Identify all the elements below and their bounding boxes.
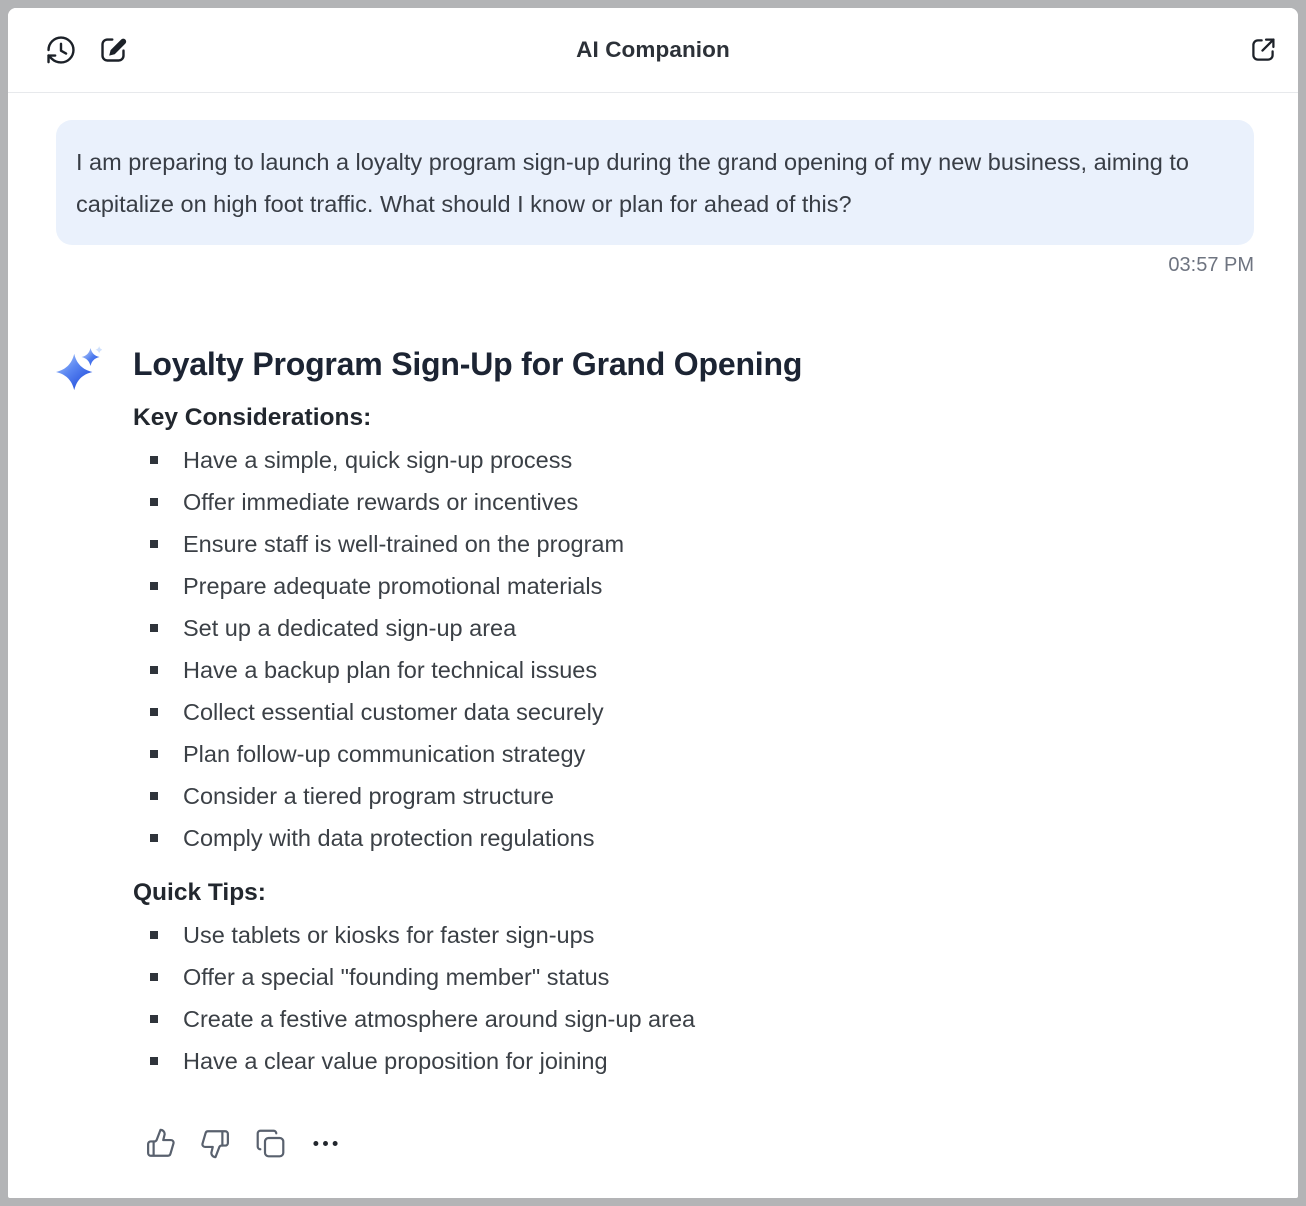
copy-button[interactable] [253, 1126, 287, 1160]
list-item: Use tablets or kiosks for faster sign-ups [133, 914, 1254, 956]
thumbs-down-button[interactable] [198, 1126, 232, 1160]
list-item: Plan follow-up communication strategy [133, 733, 1254, 775]
list-item: Offer immediate rewards or incentives [133, 481, 1254, 523]
list-item: Collect essential customer data securely [133, 691, 1254, 733]
list-item: Have a clear value proposition for joining [133, 1040, 1254, 1082]
copy-icon [254, 1127, 287, 1160]
list-item: Offer a special "founding member" status [133, 956, 1254, 998]
new-chat-button[interactable] [96, 33, 130, 67]
list-item: Prepare adequate promotional materials [133, 565, 1254, 607]
assistant-message [56, 344, 1254, 1160]
list-item: Set up a dedicated sign-up area [133, 607, 1254, 649]
assistant-content [133, 344, 1254, 1160]
thumbs-up-icon [144, 1127, 177, 1160]
compose-icon [96, 33, 130, 67]
thumbs-down-icon [199, 1127, 232, 1160]
list-item: Have a backup plan for technical issues [133, 649, 1254, 691]
header-right-icons [1246, 33, 1280, 67]
section-heading-quick-tips: Quick Tips: [133, 879, 266, 906]
page-title: AI Companion [576, 37, 730, 62]
list-item: Create a festive atmosphere around sign-up area [133, 998, 1254, 1040]
user-message-bubble [56, 120, 1254, 245]
user-message-text: I am preparing to launch a loyalty program sign-up during the grand opening of my new business, aiming to capitalize on high foot traffic. What should I know or plan for ahead of this? [76, 149, 1189, 217]
message-timestamp: 03:57 PM [1168, 254, 1254, 276]
header-left-icons [44, 33, 130, 67]
list-item: Ensure staff is well-trained on the program [133, 523, 1254, 565]
section-heading-key-considerations: Key Considerations: [133, 404, 372, 431]
thumbs-up-button[interactable] [143, 1126, 177, 1160]
history-icon [44, 33, 78, 67]
response-title: Loyalty Program Sign-Up for Grand Opening [133, 346, 803, 382]
ai-avatar [56, 344, 100, 401]
history-button[interactable] [44, 33, 78, 67]
list-item: Have a simple, quick sign-up process [133, 439, 1254, 481]
ai-sparkle-icon [56, 346, 102, 396]
chat-area [8, 93, 1298, 1198]
popout-button[interactable] [1246, 33, 1280, 67]
key-considerations-list [133, 439, 1254, 859]
quick-tips-list [133, 914, 1254, 1082]
ai-companion-window [8, 8, 1298, 1198]
more-options-button[interactable] [308, 1126, 342, 1160]
response-actions [143, 1126, 1254, 1160]
popout-icon [1247, 34, 1279, 66]
more-icon [309, 1127, 342, 1160]
header [8, 8, 1298, 93]
list-item: Consider a tiered program structure [133, 775, 1254, 817]
list-item: Comply with data protection regulations [133, 817, 1254, 859]
